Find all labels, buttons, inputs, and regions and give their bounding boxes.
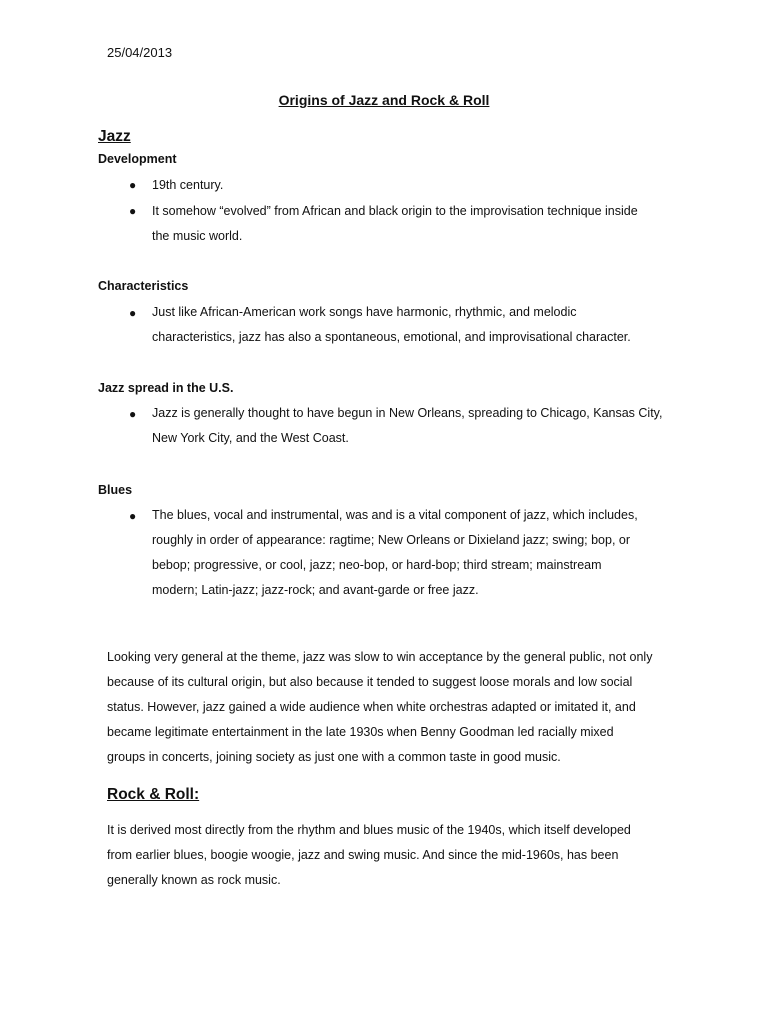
- bullet-icon: ●: [129, 178, 137, 192]
- blues-bullet-line-2: roughly in order of appearance: ragtime; New Orleans or Dixieland jazz; swing; bop, or: [152, 533, 631, 547]
- summary-line-4: became legitimate entertainment in the late 1930s when Benny Goodman led racially mixed: [107, 725, 614, 739]
- development-bullet-2-line-1: It somehow “evolved” from African and black origin to the improvisation technique inside: [152, 204, 638, 218]
- summary-line-5: groups in concerts, joining society as just one with a common taste in good music.: [107, 750, 561, 764]
- bullet-icon: ●: [129, 509, 137, 523]
- jazz-heading: Jazz: [98, 128, 131, 145]
- jazz-spread-bullet-line-2: New York City, and the West Coast.: [152, 431, 349, 445]
- document-title: Origins of Jazz and Rock & Roll: [278, 92, 490, 108]
- rock-heading: Rock & Roll:: [107, 786, 200, 803]
- blues-bullet-line-3: bebop; progressive, or cool, jazz; neo-bop, or hard-bop; third stream; mainstream: [152, 558, 602, 572]
- blues-bullet-line-1: The blues, vocal and instrumental, was and is a vital component of jazz, which includes,: [152, 508, 638, 522]
- summary-line-2: because of its cultural origin, but also because it tended to suggest loose morals and low social: [107, 675, 633, 689]
- development-label: Development: [98, 152, 177, 166]
- jazz-spread-bullet-line-1: Jazz is generally thought to have begun in New Orleans, spreading to Chicago, Kansas City,: [152, 406, 663, 420]
- document-date: 25/04/2013: [107, 45, 173, 60]
- rock-paragraph-line-1: It is derived most directly from the rhythm and blues music of the 1940s, which itself developed: [107, 823, 631, 837]
- blues-label: Blues: [98, 483, 133, 497]
- bullet-icon: ●: [129, 204, 137, 218]
- jazz-spread-label: Jazz spread in the U.S.: [98, 381, 234, 395]
- characteristics-label: Characteristics: [98, 279, 189, 293]
- characteristics-bullet-line-2: characteristics, jazz has also a spontaneous, emotional, and improvisational character.: [152, 330, 631, 344]
- bullet-icon: ●: [129, 306, 137, 320]
- blues-bullet-line-4: modern; Latin-jazz; jazz-rock; and avant-garde or free jazz.: [152, 583, 479, 597]
- summary-line-3: status. However, jazz gained a wide audience when white orchestras adapted or imitated it, and: [107, 700, 636, 714]
- summary-line-1: Looking very general at the theme, jazz was slow to win acceptance by the general public, not only: [107, 650, 653, 664]
- characteristics-bullet-line-1: Just like African-American work songs have harmonic, rhythmic, and melodic: [152, 305, 577, 319]
- rock-paragraph-line-2: from earlier blues, boogie woogie, jazz and swing music. And since the mid-1960s, has been: [107, 848, 619, 862]
- development-bullet-2-line-2: the music world.: [152, 229, 243, 243]
- bullet-icon: ●: [129, 407, 137, 421]
- development-bullet-1: 19th century.: [152, 178, 224, 192]
- rock-paragraph-line-3: generally known as rock music.: [107, 873, 281, 887]
